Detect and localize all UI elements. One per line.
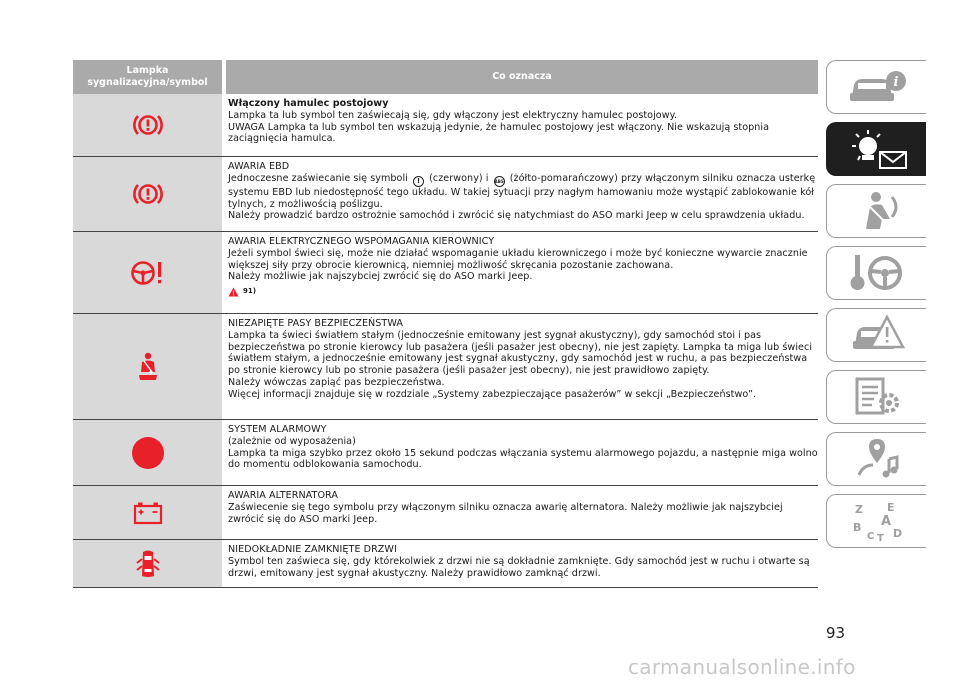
- table-row: [73, 232, 818, 314]
- tab-warning-lights[interactable]: [826, 122, 926, 176]
- row-text: Lampka ta miga szybko przez około 15 sekund podczas włączania systemu alarmowego pojazdu, a następnie miga wolno do momentu odblokowania samochodu.: [228, 447, 818, 471]
- table-row: [73, 157, 818, 232]
- row-title: AWARIA ALTERNATORA: [228, 490, 338, 501]
- door-open-icon: [136, 549, 160, 579]
- watermark: carmanualsonline.info: [628, 655, 856, 679]
- steering-key-icon: [849, 251, 905, 295]
- svg-text:E: E: [886, 501, 895, 514]
- svg-text:B: B: [852, 521, 861, 534]
- tab-multimedia[interactable]: [826, 432, 926, 486]
- row-text: UWAGA Lampka ta lub symbol ten wskazują jedynie, że hamulec postojowy jest włączony. Nie wskazują stopnia zaciągnięcia hamulca.: [228, 121, 770, 145]
- svg-text:C: C: [866, 531, 874, 542]
- row-text: Jednoczesne zaświecanie się symboli: [228, 172, 408, 184]
- header-meaning: Co oznacza: [226, 60, 818, 94]
- warning-lights-table: [73, 60, 818, 588]
- row-text: Należy prowadzić bardzo ostrożnie samochód i zwrócić się natychmiast do ASO marki Jeep w celu sprawdzenia układu.: [228, 210, 805, 222]
- row-title: Włączony hamulec postojowy: [228, 98, 389, 109]
- svg-text:Z: Z: [854, 503, 863, 516]
- svg-text:A: A: [880, 514, 891, 529]
- car-crash-icon: [847, 313, 907, 357]
- row-title: NIEZAPIĘTE PASY BEZPIECZEŃSTWA: [228, 318, 403, 329]
- steering-fault-icon: [128, 258, 168, 288]
- chapter-tabs: [826, 60, 926, 556]
- svg-text:T: T: [876, 533, 884, 543]
- row-text: (czerwony) i: [429, 172, 489, 184]
- header-symbol: Lampka sygnalizacyjna/symbol: [73, 60, 222, 94]
- row-title: AWARIA EBD: [228, 161, 290, 172]
- row-text: Symbol ten zaświeca się, gdy którekolwiek z drzwi nie są dokładnie zamknięte. Gdy samochód jest w ruchu i otwarte są drzwi, emitowany jest sygnał akustyczny. Należy prawidłowo zamknąć drzwi.: [228, 555, 810, 579]
- brake-inline-icon: !: [413, 176, 424, 187]
- media-nav-icon: [849, 437, 905, 481]
- tab-servicing[interactable]: [826, 370, 926, 424]
- table-header: [73, 60, 818, 94]
- row-title: NIEDOKŁADNIE ZAMKNIĘTE DRZWI: [228, 544, 397, 555]
- battery-icon: [133, 501, 163, 525]
- car-info-icon: [844, 67, 910, 107]
- row-text: Należy możliwie jak najszybciej zwrócić się do ASO marki Jeep.: [228, 271, 533, 283]
- warning-reference: 91): [243, 287, 257, 296]
- service-gear-icon: [849, 375, 905, 419]
- table-row: [73, 314, 818, 420]
- table-row: [73, 540, 818, 588]
- warning-lights-icon: [842, 126, 912, 172]
- tab-emergency[interactable]: [826, 308, 926, 362]
- warning-triangle-icon: [228, 287, 239, 297]
- tab-index[interactable]: [826, 494, 926, 548]
- row-text: (żółto-pomarańczowy) przy włączonym silniku oznacza usterkę systemu EBD lub niedostępność tego układu. W takiej sytuacji przy nagłym hamowaniu może wystąpić zablokowanie kół tylnych, z możliwością poślizgu.: [228, 172, 816, 210]
- table-row: [73, 94, 818, 157]
- row-text: Więcej informacji znajduje się w rozdziale „Systemy zabezpieczające pasażerów” w sekcji „Bezpieczeństwo”.: [228, 388, 757, 400]
- row-title: SYSTEM ALARMOWY: [228, 424, 327, 435]
- parking-brake-icon: [133, 112, 163, 138]
- table-row: [73, 486, 818, 540]
- row-text: Lampka ta lub symbol ten zaświecają się, gdy włączony jest elektryczny hamulec postojowy.: [228, 109, 678, 121]
- seatbelt-icon: [136, 352, 160, 382]
- airbag-seat-icon: [852, 189, 902, 233]
- svg-text:i: i: [893, 75, 898, 90]
- abs-inline-icon: ABS: [494, 176, 505, 187]
- row-text: (zależnie od wyposażenia): [228, 435, 356, 447]
- svg-text:D: D: [892, 527, 902, 540]
- alarm-system-icon: [131, 436, 165, 470]
- brake-fault-icon: [133, 181, 163, 207]
- row-text: Zaświecenie się tego symbolu przy włączonym silniku oznacza awarię alternatora. Należy możliwie jak najszybciej zwrócić się do ASO marki Jeep.: [228, 501, 783, 525]
- tab-car-info[interactable]: [826, 60, 926, 114]
- row-title: AWARIA ELEKTRYCZNEGO WSPOMAGANIA KIEROWNICY: [228, 236, 495, 247]
- page-number: 93: [826, 624, 846, 642]
- table-row: [73, 420, 818, 486]
- row-text: Należy wówczas zapiąć pas bezpieczeństwa.: [228, 376, 445, 388]
- alphabet-index-icon: [847, 499, 907, 543]
- row-text: Lampka ta świeci światłem stałym (jednocześnie emitowany jest sygnał akustyczny), gdy samochód stoi i pas bezpieczeństwa po stronie kierowcy lub pasażera (jeśli pasażer jest obecny), nie jest zapięty. Lampka ta miga lub świeci światłem stałym, a jednocześnie emitowany jest sygnał akustyczny, gdy samochód jest w ruchu, a pas bezpieczeństwa po stronie kierowcy lub po stronie pasażera (jeśli pasażer jest obecny), nie jest prawidłowo zapięty.: [228, 329, 813, 377]
- tab-safety[interactable]: [826, 184, 926, 238]
- row-text: Jeżeli symbol świeci się, może nie działać wspomaganie układu kierowniczego i może być konieczne wywarcie znacznie większej siły przy obrocie kierownicą, niemniej możliwość skręcania pozostanie zachowana.: [228, 247, 808, 271]
- tab-starting-driving[interactable]: [826, 246, 926, 300]
